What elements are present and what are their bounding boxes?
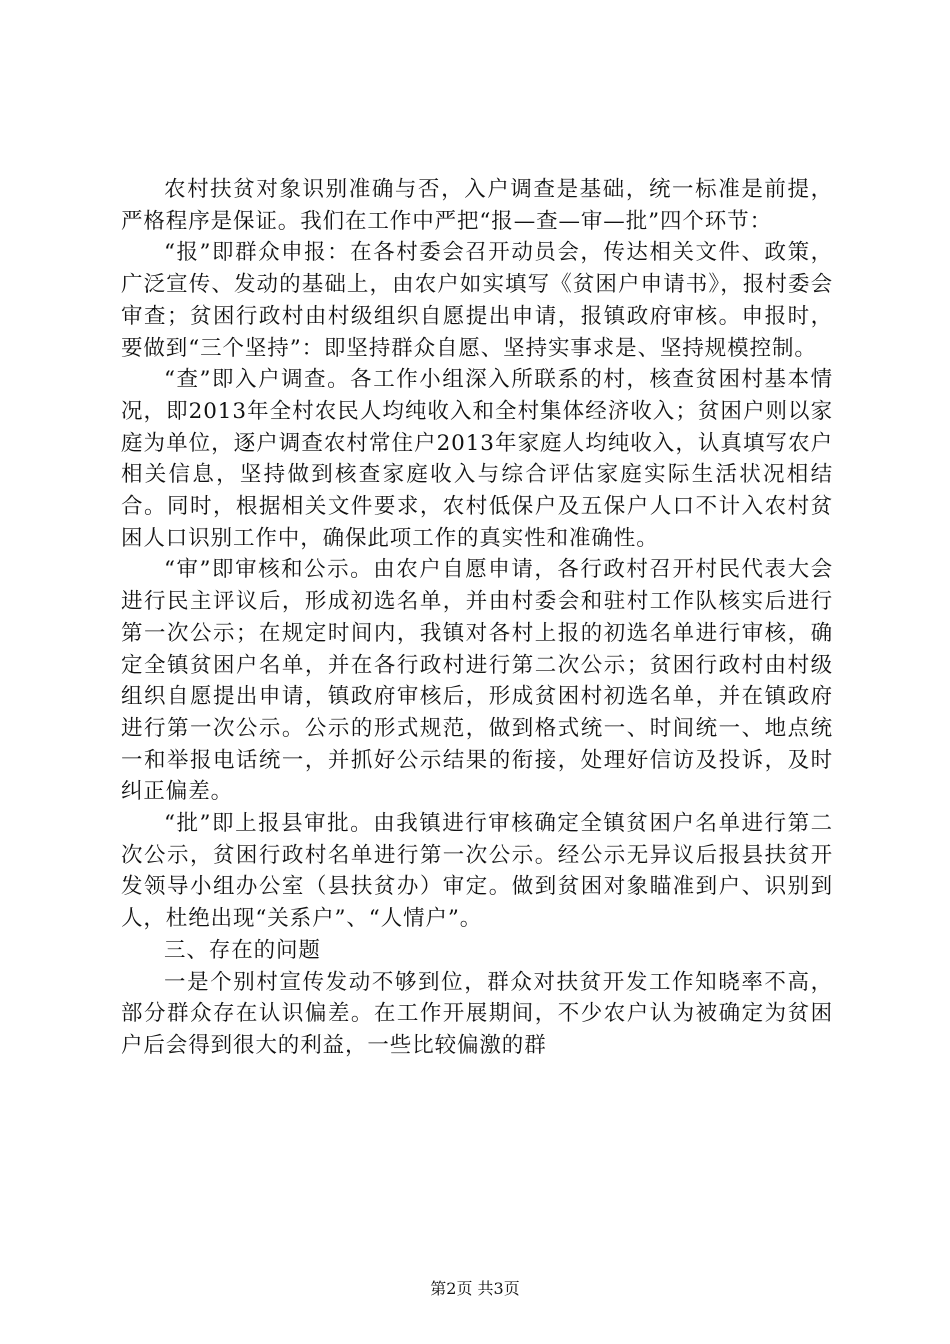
paragraph-approve: “批”即上报县审批。由我镇进行审核确定全镇贫困户名单进行第二次公示，贫困行政村名单进行第一次公示。经公示无异议后报县扶贫开发领导小组办公室（县扶贫办）审定。做到贫困对象瞄准到户、识别到人，杜绝出现“关系户”、“人情户”。 [121,811,833,932]
paragraph-problem-one: 一是个别村宣传发动不够到位，群众对扶贫开发工作知晓率不高，部分群众存在认识偏差。在工作开展期间，不少农户认为被确定为贫困户后会得到很大的利益，一些比较偏激的群 [121,969,833,1058]
document-body [121,174,833,1062]
paragraph-investigate: “查”即入户调查。各工作小组深入所联系的村，核查贫困村基本情况，即2013年全村农民人均纯收入和全村集体经济收入；贫困户则以家庭为单位，逐户调查农村常住户2013年家庭人均纯收入，认真填写农户相关信息，坚持做到核查家庭收入与综合评估家庭实际生活状况相结合。同时，根据相关文件要求，农村低保户及五保户人口不计入农村贫困人口识别工作中，确保此项工作的真实性和准确性。 [121,367,833,551]
paragraph-review: “审”即审核和公示。由农户自愿申请，各行政村召开村民代表大会进行民主评议后，形成初选名单，并由村委会和驻村工作队核实后进行第一次公示；在规定时间内，我镇对各村上报的初选名单进行审核，确定全镇贫困户名单，并在各行政村进行第二次公示；贫困行政村由村级组织自愿提出申请，镇政府审核后，形成贫困村初选名单，并在镇政府进行第一次公示。公示的形式规范，做到格式统一、时间统一、地点统一和举报电话统一，并抓好公示结果的衔接，处理好信访及投诉，及时纠正偏差。 [121,557,833,805]
paragraph-intro: 农村扶贫对象识别准确与否，入户调查是基础，统一标准是前提，严格程序是保证。我们在工作中严把“报—查—审—批”四个环节： [121,177,833,234]
section-heading-problems: 三、存在的问题 [164,937,321,963]
page-number-footer: 第2页 共3页 [430,1279,520,1298]
paragraph-report: “报”即群众申报：在各村委会召开动员会，传达相关文件、政策，广泛宣传、发动的基础上，由农户如实填写《贫困户申请书》，报村委会审查；贫困行政村由村级组织自愿提出申请，报镇政府审核。申报时，要做到“三个坚持”：即坚持群众自愿、坚持实事求是、坚持规模控制。 [121,240,833,361]
